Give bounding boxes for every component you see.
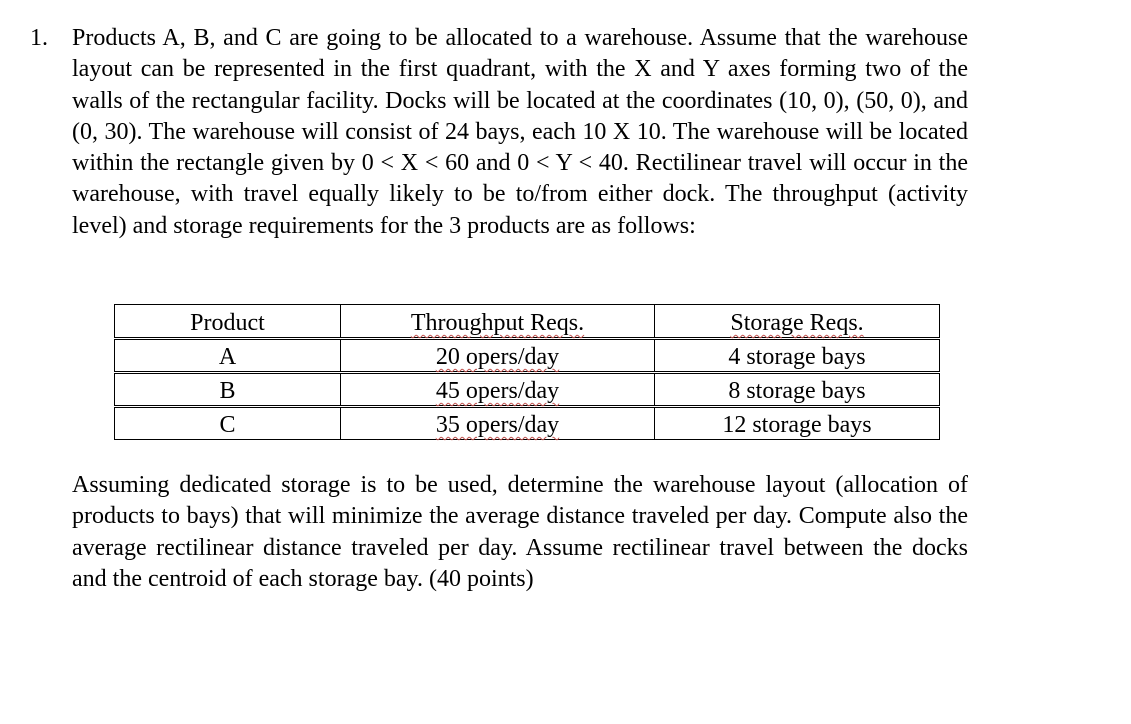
header-throughput-text: Throughput Reqs. (410, 310, 585, 336)
header-product: Product (115, 305, 341, 339)
cell-storage: 4 storage bays (655, 339, 940, 373)
question-intro-paragraph: Products A, B, and C are going to be allocated to a warehouse. Assume that the warehouse layout can be represented in the first quadrant, with the X and Y axes forming two of the walls of the rectangular facility. Docks will be located at the coordinates (10, 0), (50, 0), and (0, 30). The warehouse will consist of 24 bays, each 10 X 10. The warehouse will be located within the rectangle given by 0 < X < 60 and 0 < Y < 40. Rectilinear travel will occur in the warehouse, with travel equally likely to be to/from either dock. The throughput (activity level) and storage requirements for the 3 products are as follows: (72, 25, 968, 239)
cell-product: B (115, 373, 341, 407)
cell-storage: 12 storage bays (655, 407, 940, 440)
requirements-table (114, 304, 940, 440)
cell-throughput (341, 339, 655, 373)
table-row (115, 407, 940, 440)
header-throughput (341, 305, 655, 339)
cell-throughput-text: 35 opers/day (435, 412, 560, 438)
cell-throughput (341, 407, 655, 440)
question-number: 1. (30, 25, 48, 51)
cell-product: C (115, 407, 341, 440)
table-row (115, 339, 940, 373)
question-closing-paragraph: Assuming dedicated storage is to be used, determine the warehouse layout (allocation of products to bays) that will minimize the average distance traveled per day. Compute also the average rectilinear distance traveled per day. Assume rectilinear travel between the docks and the centroid of each storage bay. (40 points) (72, 472, 968, 592)
cell-product: A (115, 339, 341, 373)
header-storage-text: Storage Reqs. (730, 310, 864, 336)
requirements-table-container (114, 304, 940, 440)
cell-storage: 8 storage bays (655, 373, 940, 407)
cell-throughput-text: 20 opers/day (435, 344, 560, 370)
table-row (115, 373, 940, 407)
table-header-row (115, 305, 940, 339)
header-storage (655, 305, 940, 339)
question-block (30, 23, 970, 242)
cell-throughput (341, 373, 655, 407)
cell-throughput-text: 45 opers/day (435, 378, 560, 404)
